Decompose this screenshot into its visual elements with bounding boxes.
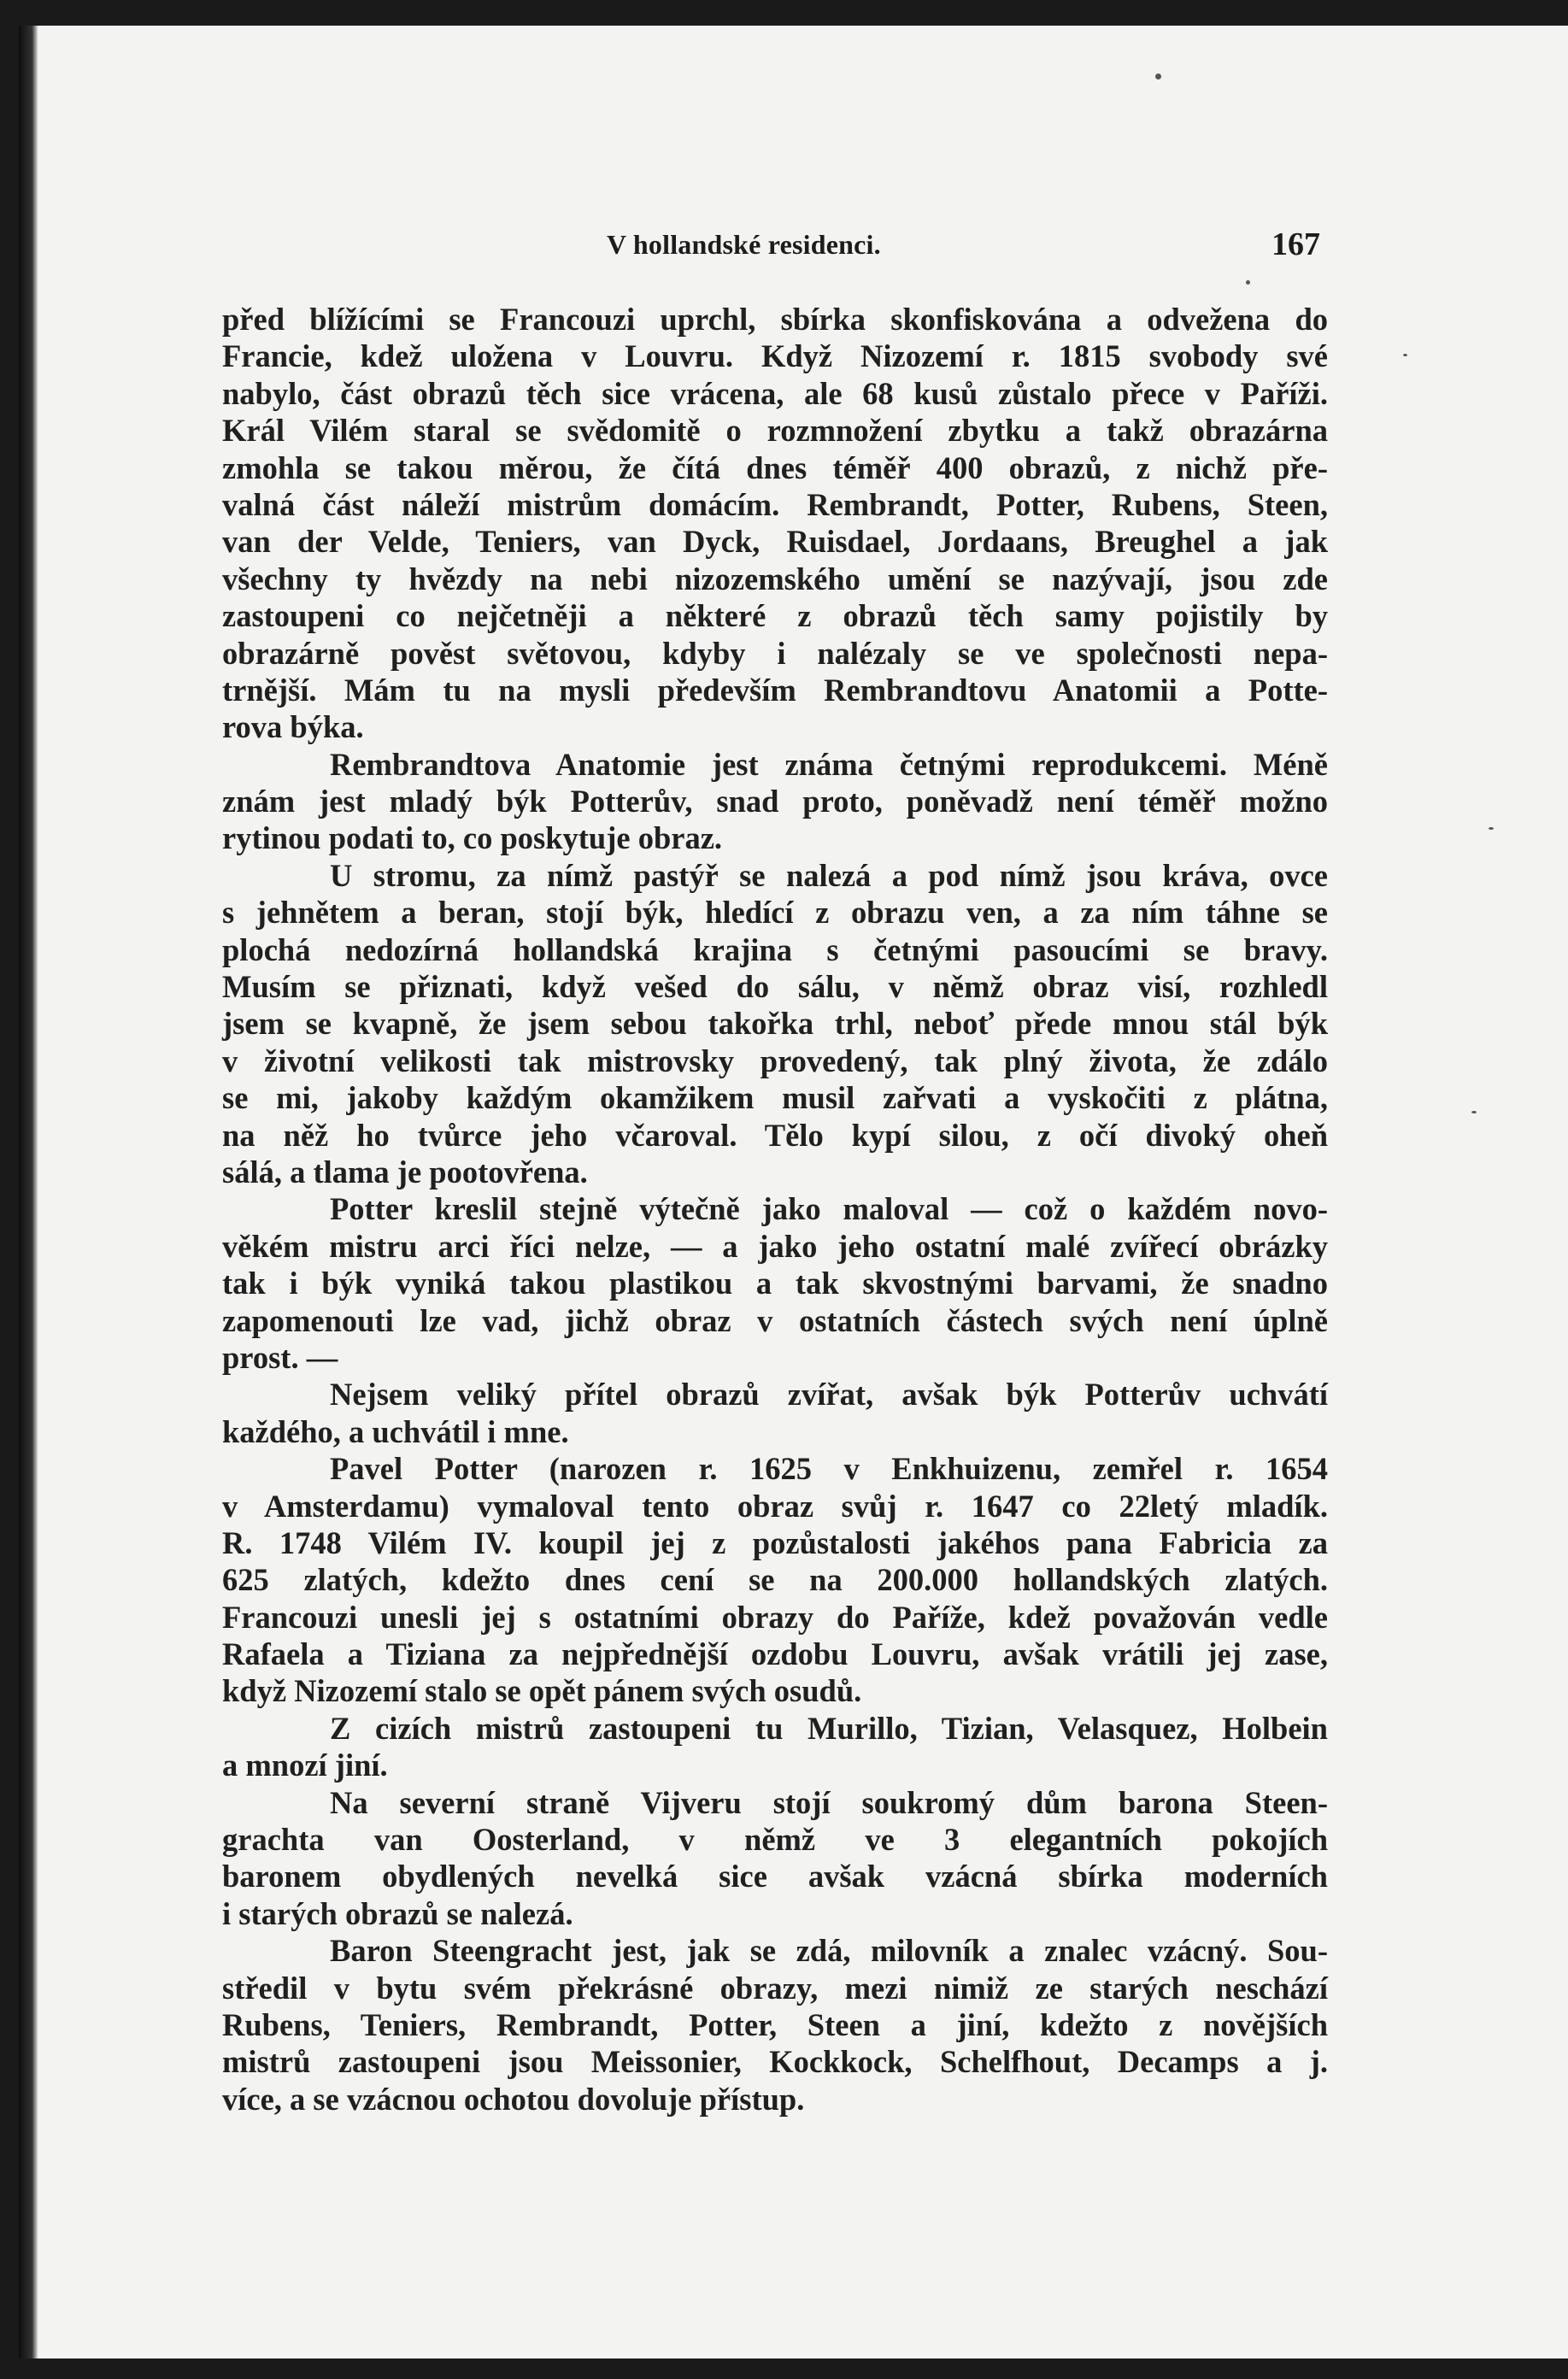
text-line: a mnozí jiní. [222,1748,388,1783]
text-line: nabylo, část obrazů těch sice vrácena, ale 68 kusů zůstalo přece v Paříži. [222,375,1328,411]
text-line: před blížícími se Francouzi uprchl, sbírka skonfiskována a odvežena do [222,302,1328,337]
paper-speck [1403,354,1407,356]
text-line: zapomenouti lze vad, jichž obraz v ostatních částech svých není úplně [222,1302,1328,1338]
text-line: Rafaela a Tiziana za nejpřednější ozdobu Louvru, avšak vrátili jej zase, [222,1636,1328,1672]
text-line: v Amsterdamu) vymaloval tento obraz svůj r. 1647 co 22letý mladík. [222,1488,1328,1524]
text-line: trnější. Mám tu na mysli především Rembrandtovu Anatomii a Potte- [222,672,1328,708]
text-line: v životní velikosti tak mistrovsky provedený, tak plný života, že zdálo [222,1043,1328,1078]
paper-speck [1155,73,1161,79]
paragraph-first-line: Potter kreslil stejně výtečně jako maloval — což o každém novo- [330,1191,1328,1227]
paragraph-first-line: Z cizích mistrů zastoupeni tu Murillo, Tizian, Velasquez, Holbein [330,1710,1328,1746]
text-line: každého, a uchvátil i mne. [222,1413,569,1449]
paper-speck [1471,1111,1477,1113]
paragraph-first-line: U stromu, za nímž pastýř se nalezá a pod nímž jsou kráva, ovce [330,857,1328,893]
page-number: 167 [1271,226,1320,262]
text-line: více, a se vzácnou ochotou dovoluje přístup. [222,2081,805,2117]
text-line: Rubens, Teniers, Rembrandt, Potter, Steen a jiní, kdežto z novějších [222,2006,1328,2042]
text-line: všechny ty hvězdy na nebi nizozemského umění se nazývají, jsou zde [222,561,1328,596]
body-text [222,301,1328,2181]
text-line: R. 1748 Vilém IV. koupil jej z pozůstalosti jakéhos pana Fabricia za [222,1524,1328,1560]
text-line: se mi, jakoby každým okamžikem musil zařvati a vyskočiti z plátna, [222,1080,1328,1116]
text-line: grachta van Oosterland, v němž ve 3 elegantních pokojích [222,1822,1328,1858]
text-line: na něž ho tvůrce jeho včaroval. Tělo kypí silou, z očí divoký oheň [222,1117,1328,1153]
running-header [19,215,1568,267]
text-line: když Nizozemí stalo se opět pánem svých osudů. [222,1673,862,1709]
text-line: Francie, kdež uložena v Louvru. Když Nizozemí r. 1815 svobody své [222,338,1328,374]
page-binding-edge [19,26,38,2358]
text-line: prost. — [222,1339,338,1375]
text-line: tak i býk vyniká takou plastikou a tak skvostnými barvami, že snadno [222,1266,1328,1301]
paragraph-first-line: Na severní straně Vijveru stojí soukromý dům barona Steen- [330,1784,1328,1820]
text-line: Král Vilém staral se svědomitě o rozmnožení zbytku a takž obrazárna [222,413,1328,449]
paragraph-first-line: Pavel Potter (narozen r. 1625 v Enkhuizenu, zemřel r. 1654 [330,1451,1328,1487]
text-line: mistrů zastoupeni jsou Meissonier, Kockkock, Schelfhout, Decamps a j. [222,2044,1328,2080]
text-line: věkém mistru arci říci nelze, — a jako jeho ostatní malé zvířecí obrázky [222,1228,1328,1264]
text-line: 625 zlatých, kdežto dnes cení se na 200.000 hollandských zlatých. [222,1562,1328,1598]
text-line: rytinou podati to, co poskytuje obraz. [222,820,723,856]
text-line: obrazárně pověst světovou, kdyby i nalézaly se ve společnosti nepa- [222,635,1328,671]
paragraph-first-line: Nejsem veliký přítel obrazů zvířat, avšak býk Potterův uchvátí [330,1377,1328,1413]
paragraph-first-line: Baron Steengracht jest, jak se zdá, milovník a znalec vzácný. Sou- [330,1933,1328,1969]
paragraph-first-line: Rembrandtova Anatomie jest známa četnými reprodukcemi. Méně [330,746,1328,782]
text-line: rova býka. [222,709,364,745]
text-line: zmohla se takou měrou, že čítá dnes téměř 400 obrazů, z nichž pře- [222,449,1328,485]
text-line: baronem obydlených nevelká sice avšak vzácná sbírka moderních [222,1859,1328,1894]
text-line: i starých obrazů se nalezá. [222,1895,573,1931]
text-line: s jehnětem a beran, stojí býk, hledící z obrazu ven, a za ním táhne se [222,895,1328,931]
paper-speck [1489,827,1494,830]
running-title: V hollandské residenci. [607,229,881,260]
text-line: středil v bytu svém překrásné obrazy, mezi nimiž ze starých neschází [222,1970,1328,2006]
text-line: znám jest mladý býk Potterův, snad proto, poněvadž není téměř možno [222,784,1328,819]
text-line: sálá, a tlama je pootovřena. [222,1154,588,1190]
book-page [19,26,1568,2358]
text-line: zastoupeni co nejčetněji a některé z obrazů těch samy pojistily by [222,598,1328,634]
text-line: plochá nedozírná hollandská krajina s četnými pasoucími se bravy. [222,931,1328,967]
text-line: valná část náleží mistrům domácím. Rembrandt, Potter, Rubens, Steen, [222,486,1328,522]
text-line: Musím se přiznati, když vešed do sálu, v němž obraz visí, rozhledl [222,969,1328,1005]
text-line: Francouzi unesli jej s ostatními obrazy do Paříže, kdež považován vedle [222,1599,1328,1635]
text-line: jsem se kvapně, že jsem sebou takořka trhl, neboť přede mnou stál býk [222,1006,1328,1042]
text-line: van der Velde, Teniers, van Dyck, Ruisdael, Jordaans, Breughel a jak [222,524,1328,560]
paper-speck [1246,280,1250,285]
